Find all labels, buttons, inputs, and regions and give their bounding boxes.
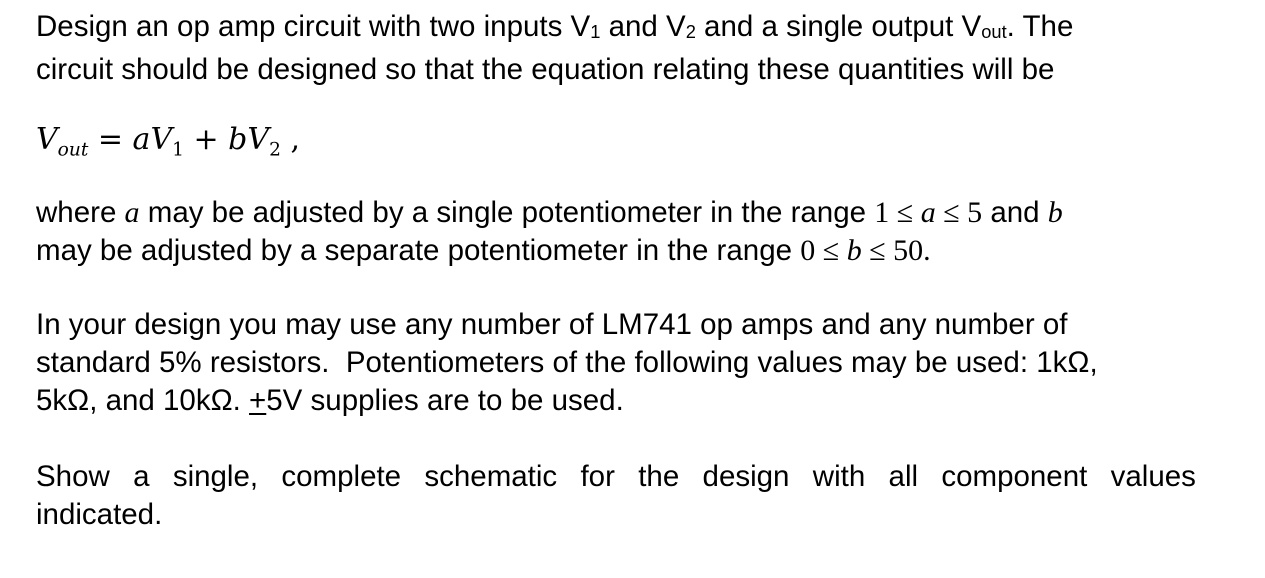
range-b-low: 0 ≤ [800,234,847,267]
var-a: a [124,196,140,229]
var-b: b [1047,196,1063,229]
instruction-word: design [702,460,790,493]
instruction-word: schematic [424,460,558,493]
components-text: 5kΩ, and 10kΩ. [36,384,250,417]
eq-v1: V [150,122,173,157]
eq-out-subscript: out [57,139,89,161]
subscript-out: out [981,21,1007,43]
eq-a: a [132,122,151,157]
eq-sub-2: 2 [269,139,281,161]
intro-text: Design an op amp circuit with two inputs V [36,10,591,43]
range-text: and [982,196,1048,229]
intro-line-1 [36,8,1196,51]
instruction-word: Show [36,460,110,493]
range-text: may be adjusted by a separate potentiometer in the range [36,234,801,267]
range-line-2 [36,232,1196,270]
range-a-high: ≤ 5 [935,196,983,229]
range-a-var: a [920,196,936,229]
range-a-low: 1 ≤ [874,196,921,229]
range-b [800,234,930,267]
intro-paragraph [36,8,1196,89]
instruction-paragraph [36,458,1196,534]
subscript-1: 1 [590,21,601,43]
instruction-line-2: indicated. [36,498,163,531]
eq-plus: + [183,122,229,157]
range-text: may be adjusted by a single potentiometer in the range [139,196,875,229]
instruction-word: a [133,460,150,493]
instruction-word: single, [172,460,259,493]
instruction-word: complete [281,460,402,493]
eq-vout: V [36,122,58,157]
subscript-2: 2 [685,21,696,43]
equation [36,120,300,171]
instruction-word: for [580,460,615,493]
instruction-word: the [638,460,680,493]
range-b-var: b [846,234,862,267]
intro-line-2: circuit should be designed so that the equation relating these quantities will be [36,53,1055,87]
plus-minus-symbol: + [249,384,267,417]
intro-text: . The [1006,10,1074,43]
components-paragraph [36,306,1196,420]
eq-comma: , [280,122,300,157]
range-b-high: ≤ 50. [861,234,931,267]
range-a [874,196,982,229]
range-text: where [36,196,125,229]
intro-text: and a single output V [695,10,982,43]
intro-text: and V [600,10,686,43]
components-line-3 [36,382,1196,420]
instruction-word: component [941,460,1088,493]
instruction-word: all [888,460,919,493]
eq-equals: = [88,122,133,157]
eq-b: b [228,122,248,157]
range-line-1 [36,194,1196,232]
components-text: 5V supplies are to be used. [266,384,624,417]
instruction-word: with [812,460,866,493]
eq-sub-1: 1 [172,139,184,161]
instruction-line-1 [36,458,1196,496]
components-line-1: In your design you may use any number of LM741 op amps and any number of [36,308,1068,341]
range-paragraph [36,194,1196,270]
eq-v2: V [247,122,270,157]
instruction-word: values [1110,460,1196,493]
components-line-2: standard 5% resistors. Potentiometers of the following values may be used: 1kΩ, [36,346,1098,379]
